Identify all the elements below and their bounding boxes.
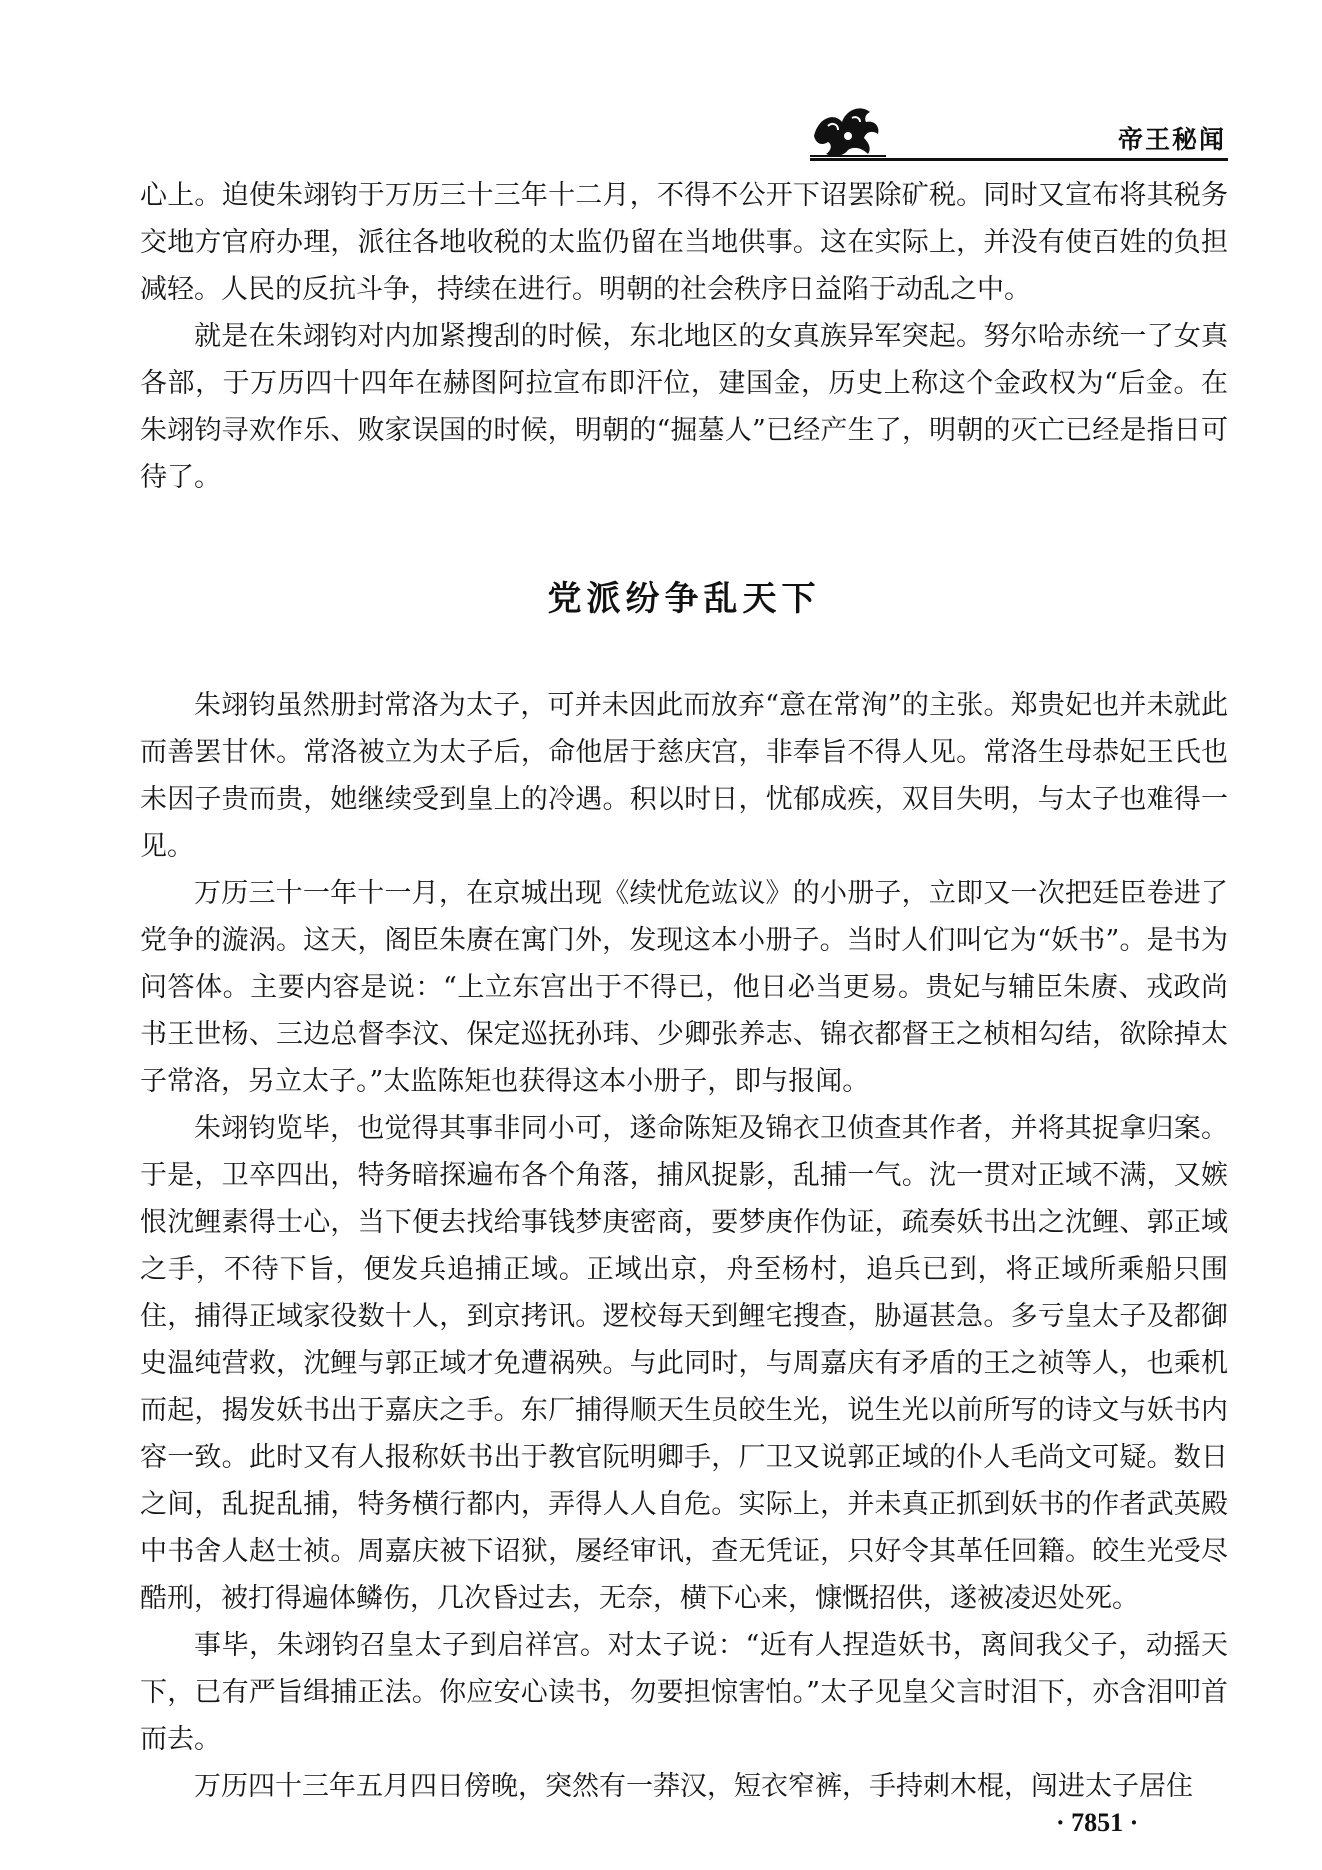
running-header-title: 帝王秘闻: [1117, 125, 1226, 154]
paragraph: 朱翊钧览毕，也觉得其事非同小可，遂命陈矩及锦衣卫侦查其作者，并将其捉拿归案。于是，卫卒四出，特务暗探遍布各个角落，捕风捉影，乱捕一气。沈一贯对正域不满，又嫉恨沈鲤素得士心，当下便去找给事钱梦庚密商，要梦庚作伪证，疏奏妖书出之沈鲤、郭正域之手，不待下旨，便发兵追捕正域。正域出京，舟至杨村，追兵已到，将正域所乘船只围住，捕得正域家役数十人，到京拷讯。逻校每天到鲤宅搜查，胁逼甚急。多亏皇太子及都御史温纯营救，沈鲤与郭正域才免遭祸殃。与此同时，与周嘉庆有矛盾的王之祯等人，也乘机而起，揭发妖书出于嘉庆之手。东厂捕得顺天生员皎生光，说生光以前所写的诗文与妖书内容一致。此时又有人报称妖书出于教官阮明卿手，厂卫又说郭正域的仆人毛尚文可疑。数日之间，乱捉乱捕，特务横行都内，弄得人人自危。实际上，并未真正抓到妖书的作者武英殿中书舍人赵士祯。周嘉庆被下诏狱，屡经审讯，查无凭证，只好令其革任回籍。皎生光受尽酷刑，被打得遍体鳞伤，几次昏过去，无奈，横下心来，慷慨招供，遂被凌迟处死。: [140, 1113, 1228, 1614]
dragon-emblem-icon: [808, 96, 888, 166]
paragraph: 心上。迫使朱翊钧于万历三十三年十二月，不得不公开下诏罢除矿税。同时又宣布将其税务交地方官府办理，派往各地收税的太监仍留在当地供事。这在实际上，并没有使百姓的负担减轻。人民的反抗斗争，持续在进行。明朝的社会秩序日益陷于动乱之中。: [140, 180, 1228, 305]
paragraph: 就是在朱翊钧对内加紧搜刮的时候，东北地区的女真族异军突起。努尔哈赤统一了女真各部，于万历四十四年在赫图阿拉宣布即汗位，建国金，历史上称这个金政权为“后金。在朱翊钧寻欢作乐、败家误国的时候，明朝的“掘墓人”已经产生了，明朝的灭亡已经是指日可待了。: [140, 321, 1228, 493]
paragraph: 万历四十三年五月四日傍晚，突然有一莽汉，短衣窄裤，手持刺木棍，闯进太子居住: [194, 1771, 1193, 1802]
page-number: · 7851 ·: [1056, 1808, 1139, 1837]
paragraph: 万历三十一年十一月，在京城出现《续忧危竑议》的小册子，立即又一次把廷臣卷进了党争的漩涡。这天，阁臣朱赓在寓门外，发现这本小册子。当时人们叫它为“妖书”。是书为问答体。主要内容是说：“上立东宫出于不得已，他日必当更易。贵妃与辅臣朱赓、戎政尚书王世杨、三边总督李汶、保定巡抚孙玮、少卿张养志、锦衣都督王之桢相勾结，欲除掉太子常洛，另立太子。”太监陈矩也获得这本小册子，即与报闻。: [140, 878, 1228, 1097]
paragraph: 事毕，朱翊钧召皇太子到启祥宫。对太子说：“近有人捏造妖书，离间我父子，动摇天下，已有严旨缉捕正法。你应安心读书，勿要担惊害怕。”太子见皇父言时泪下，亦含泪叩首而去。: [140, 1630, 1228, 1755]
section-heading: 党派纷争乱天下: [547, 579, 821, 619]
header-rule: [810, 158, 1228, 161]
page-body: [140, 172, 1228, 1810]
paragraph: 朱翊钧虽然册封常洛为太子，可并未因此而放弃“意在常洵”的主张。郑贵妃也并未就此而善罢甘休。常洛被立为太子后，命他居于慈庆宫，非奉旨不得人见。常洛生母恭妃王氏也未因子贵而贵，她继续受到皇上的冷遇。积以时日，忧郁成疾，双目失明，与太子也难得一见。: [140, 690, 1228, 862]
